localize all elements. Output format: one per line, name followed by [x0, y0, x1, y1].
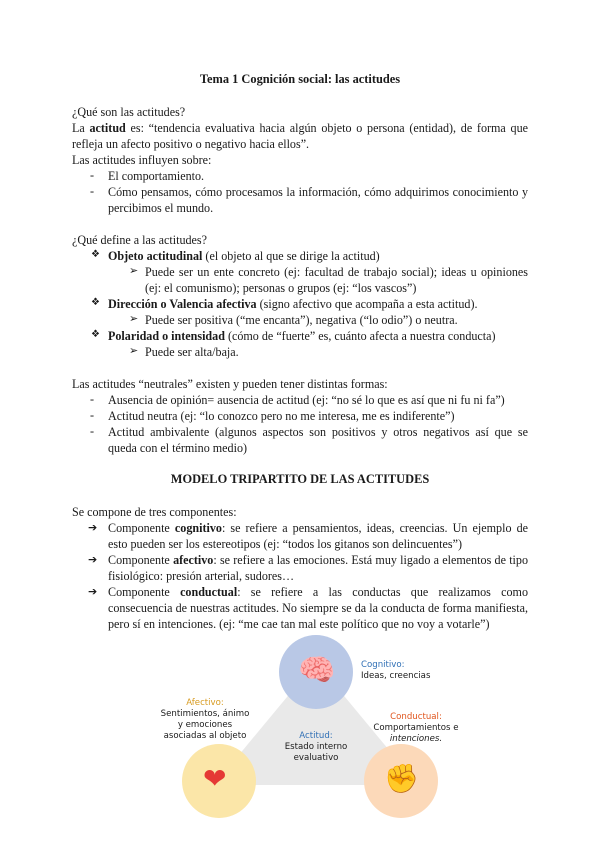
neutral-intro: Las actitudes “neutrales” existen y pueden tener distintas formas: [72, 377, 388, 391]
influence-item: Cómo pensamos, cómo procesamos la información, cómo adquirimos conocimiento y percibimos el mundo. [108, 185, 528, 215]
neutral-item: Ausencia de opinión= ausencia de actitud (ej: “no sé lo que es así que ni fu ni fa”) [108, 393, 505, 407]
define-item: Dirección o Valencia afectiva (signo afectivo que acompaña a esta actitud). [108, 297, 478, 311]
influence-item: El comportamiento. [108, 169, 205, 183]
brain-icon: 🧠 [298, 654, 336, 687]
define-subitem: Puede ser positiva (“me encanta”), negativa (“lo odio”) o neutra. [145, 313, 458, 327]
fist-icon: ✊ [384, 764, 419, 795]
component-item: Componente afectivo: se refiere a las emociones. Está muy ligado a elementos de tipo fisiológico: presión arterial, sudores… [108, 553, 529, 583]
arrowhead-bullet-icon: ➢ [129, 313, 139, 325]
dash-bullet: - [90, 184, 95, 198]
arrowhead-bullet-icon: ➢ [129, 265, 139, 277]
behavioral-label: Conductual: Comportamientos e intenciones. [373, 712, 459, 744]
section-title: MODELO TRIPARTITO DE LAS ACTITUDES [170, 472, 430, 486]
components-intro: Se compone de tres componentes: [72, 505, 237, 519]
define-subitem: Puede ser un ente concreto (ej: facultad de trabajo social); ideas u opiniones (ej: el comunismo); personas o grupos (ej: “los vascos”) [145, 265, 528, 295]
neutral-item: Actitud ambivalente (algunos aspectos son positivos y otros negativos así que se queda con el término medio) [108, 425, 528, 455]
cognitive-label: Cognitivo: Ideas, creencias [361, 660, 431, 681]
dash-bullet: - [90, 408, 95, 422]
define-subitem: Puede ser alta/baja. [145, 345, 239, 359]
dash-bullet: - [90, 392, 95, 406]
definition-term: actitud [89, 121, 126, 135]
dash-bullet: - [90, 168, 95, 182]
component-item: Componente conductual: se refiere a las conductas que realizamos como consecuencia de nuestras actitudes. No siempre se da la conducta de forma manifiesta, pero sí en intenciones. (ej: “me cae tan mal este político que no voy a votarle”) [108, 585, 529, 631]
diamond-bullet-icon: ❖ [91, 297, 100, 308]
define-item: Objeto actitudinal (el objeto al que se dirige la actitud) [108, 249, 380, 263]
arrowhead-bullet-icon: ➢ [129, 345, 139, 357]
define-item: Polaridad o intensidad (cómo de “fuerte” es, cuánto afecta a nuestra conducta) [108, 329, 496, 343]
affective-label: Afectivo: Sentimientos, ánimo y emociones asociadas al objeto [160, 698, 250, 741]
question-what-are: ¿Qué son las actitudes? [72, 105, 186, 119]
attitude-label: Actitud: Estado interno evaluativo [284, 731, 348, 763]
question-what-defines: ¿Qué define a las actitudes? [72, 233, 207, 247]
document-title: Tema 1 Cognición social: las actitudes [199, 72, 401, 86]
heart-icon: ❤ [203, 764, 227, 795]
definition-paragraph: La actitud es: “tendencia evaluativa hacia algún objeto o persona (entidad), de forma que refleja un afecto positivo o negativo hacia ellos”. [72, 121, 528, 151]
arrow-bullet-icon: ➔ [88, 585, 98, 598]
component-item: Componente cognitivo: se refiere a pensamientos, ideas, creencias. Un ejemplo de esto pueden ser los estereotipos (ej: “todos los gitanos son delincuentes”) [108, 521, 528, 551]
arrow-bullet-icon: ➔ [88, 553, 98, 566]
diamond-bullet-icon: ❖ [91, 249, 100, 260]
arrow-bullet-icon: ➔ [88, 521, 98, 534]
dash-bullet: - [90, 424, 95, 438]
influence-intro: Las actitudes influyen sobre: [72, 153, 212, 167]
neutral-item: Actitud neutra (ej: “lo conozco pero no me interesa, me es indiferente”) [108, 409, 455, 423]
diamond-bullet-icon: ❖ [91, 329, 100, 340]
